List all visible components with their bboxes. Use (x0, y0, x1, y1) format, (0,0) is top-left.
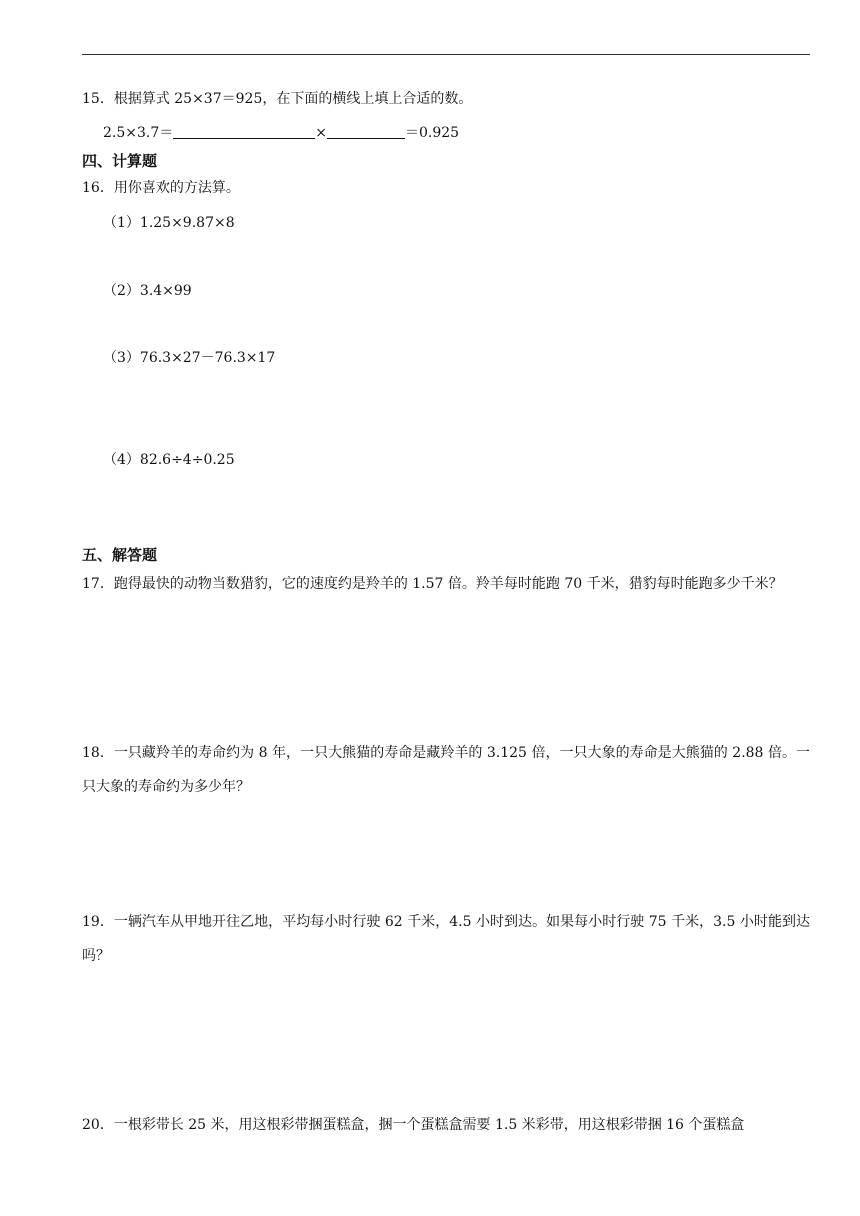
answer-blank-2[interactable] (327, 124, 405, 139)
question-16-item-4: （4）82.6÷4÷0.25 (103, 452, 235, 468)
question-16-item-3: （3）76.3×27－76.3×17 (103, 350, 276, 366)
question-15-expression (103, 123, 459, 143)
question-15-text: 15．根据算式 25×37＝925，在下面的横线上填上合适的数。 (82, 91, 473, 107)
section-5-heading: 五、解答题 (82, 546, 158, 564)
question-16-text: 16．用你喜欢的方法算。 (82, 180, 240, 196)
question-19-text: 19．一辆汽车从甲地开往乙地，平均每小时行驶 62 千米，4.5 小时到达。如果每小时行驶 75 千米，3.5 小时能到达吗？ (82, 914, 810, 964)
question-16-item-1: （1）1.25×9.87×8 (103, 215, 235, 231)
header-rule (82, 54, 810, 55)
times-sign: × (315, 125, 327, 141)
question-17-text: 17．跑得最快的动物当数猎豹，它的速度约是羚羊的 1.57 倍。羚羊每时能跑 70 千米，猎豹每时能跑多少千米？ (82, 576, 783, 592)
question-20-text: 20．一根彩带长 25 米，用这根彩带捆蛋糕盒，捆一个蛋糕盒需要 1.5 米彩带，用这根彩带捆 16 个蛋糕盒 (82, 1117, 745, 1133)
question-16-item-2: （2）3.4×99 (103, 283, 192, 299)
section-4-heading: 四、计算题 (82, 152, 158, 170)
expression-left: 2.5×3.7＝ (103, 125, 174, 141)
expression-right: ＝0.925 (405, 125, 460, 141)
answer-blank-1[interactable] (173, 124, 315, 139)
question-18-text: 18．一只藏羚羊的寿命约为 8 年，一只大熊猫的寿命是藏羚羊的 3.125 倍，一只大象的寿命是大熊猫的 2.88 倍。一只大象的寿命约为多少年？ (82, 745, 810, 795)
